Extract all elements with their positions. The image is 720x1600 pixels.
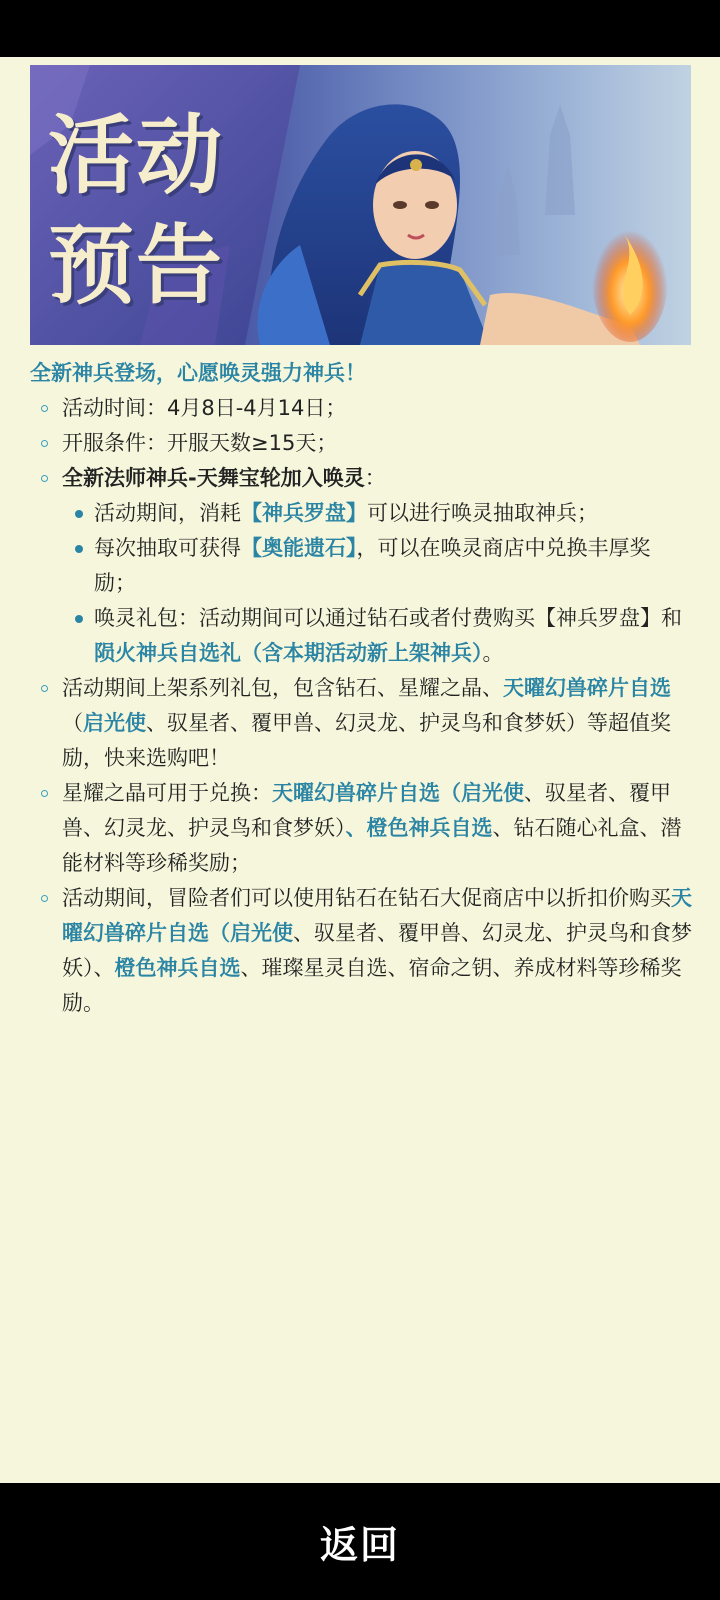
list-item-exchange — [0, 776, 720, 881]
status-bar — [0, 0, 720, 57]
sub1-text-c: 可以进行唤灵抽取神兵； — [367, 501, 598, 525]
list-item-new-weapon — [0, 461, 720, 496]
sub3-highlight: 陨火神兵自选礼（含本期活动新上架神兵） — [94, 641, 483, 665]
event-time-text: 活动时间：4月8日-4月14日； — [62, 396, 347, 420]
banner-title-line2: 预告 — [48, 215, 224, 316]
sub1-text-a: 活动期间，消耗 — [94, 501, 241, 525]
circle-bullet-icon — [41, 895, 48, 902]
p6-highlight-c: 启光使 — [230, 921, 293, 945]
server-condition-text: 开服条件：开服天数≥15天； — [62, 431, 338, 455]
p6-text-d: 、驭星者、覆甲兽、幻灵龙、护灵鸟和食梦妖）、 — [62, 921, 692, 980]
circle-bullet-icon — [41, 440, 48, 447]
circle-bullet-icon — [41, 790, 48, 797]
p5-highlight-b: 天曜幻兽碎片自选（ — [272, 781, 461, 805]
event-banner — [30, 65, 691, 345]
back-button[interactable]: 返回 — [319, 1523, 400, 1567]
p4-highlight-d: 启光使 — [83, 711, 146, 735]
p4-text-a: 活动期间上架系列礼包，包含钻石、星耀之晶、 — [62, 676, 503, 700]
p5-text-a: 星耀之晶可用于兑换： — [62, 781, 272, 805]
p6-highlight-b: 天曜幻兽碎片自选（ — [62, 886, 692, 945]
dot-bullet-icon — [75, 545, 83, 553]
new-weapon-colon: ： — [364, 466, 386, 490]
circle-bullet-icon — [41, 475, 48, 482]
banner-title — [48, 101, 278, 321]
announcement-heading: 全新神兵登场，心愿唤灵强力神兵！ — [30, 361, 366, 385]
p4-text-e: 、驭星者、覆甲兽、幻灵龙、护灵鸟和食梦妖）等超值奖励，快来选购吧！ — [62, 711, 671, 770]
p4-highlight-b: 天曜幻兽碎片自选 — [503, 676, 671, 700]
sub2-text-c: ，可以在唤灵商店中兑换丰厚奖励； — [94, 536, 651, 595]
sub-item-consume — [0, 496, 720, 531]
new-weapon-title: 全新法师神兵-天舞宝轮加入唤灵 — [62, 466, 365, 490]
list-item-gift-series — [0, 671, 720, 776]
p6-highlight-e: 橙色神兵自选 — [114, 956, 241, 980]
p5-highlight-c: 启光使 — [461, 781, 524, 805]
p5-text-d: 、驭星者、覆甲兽、幻灵龙、护灵鸟和食梦妖） — [62, 781, 671, 840]
banner-title-line1: 活动 — [48, 105, 224, 206]
p6-text-a: 活动期间，冒险者们可以使用钻石在钻石大促商店中以折扣价购买 — [62, 886, 671, 910]
sub-item-reward — [0, 531, 720, 601]
dot-bullet-icon — [75, 615, 83, 623]
p5-highlight-e: 、橙色神兵自选 — [345, 816, 493, 840]
list-item-condition — [0, 426, 720, 461]
announcement-list — [0, 391, 720, 1021]
dot-bullet-icon — [75, 510, 83, 518]
sub3-text-a: 唤灵礼包：活动期间可以通过钻石或者付费购买【神兵罗盘】和 — [94, 606, 682, 630]
p5-text-f: 、钻石随心礼盒、潜能材料等珍稀奖励； — [62, 816, 682, 875]
sub2-text-a: 每次抽取可获得 — [94, 536, 241, 560]
sub1-highlight: 【神兵罗盘】 — [241, 501, 367, 525]
announcement-content[interactable] — [0, 57, 720, 1483]
sub3-text-c: 。 — [482, 641, 504, 665]
sub2-highlight: 【奥能遗石】 — [241, 536, 357, 560]
bottom-bar — [0, 1483, 720, 1600]
list-item-discount-shop — [0, 881, 720, 1021]
p4-text-c: （ — [62, 711, 83, 735]
circle-bullet-icon — [41, 685, 48, 692]
list-item-time — [0, 391, 720, 426]
sub-item-gift-pack — [0, 601, 720, 671]
circle-bullet-icon — [41, 405, 48, 412]
p6-text-f: 、璀璨星灵自选、宿命之钥、养成材料等珍稀奖励。 — [62, 956, 682, 1015]
